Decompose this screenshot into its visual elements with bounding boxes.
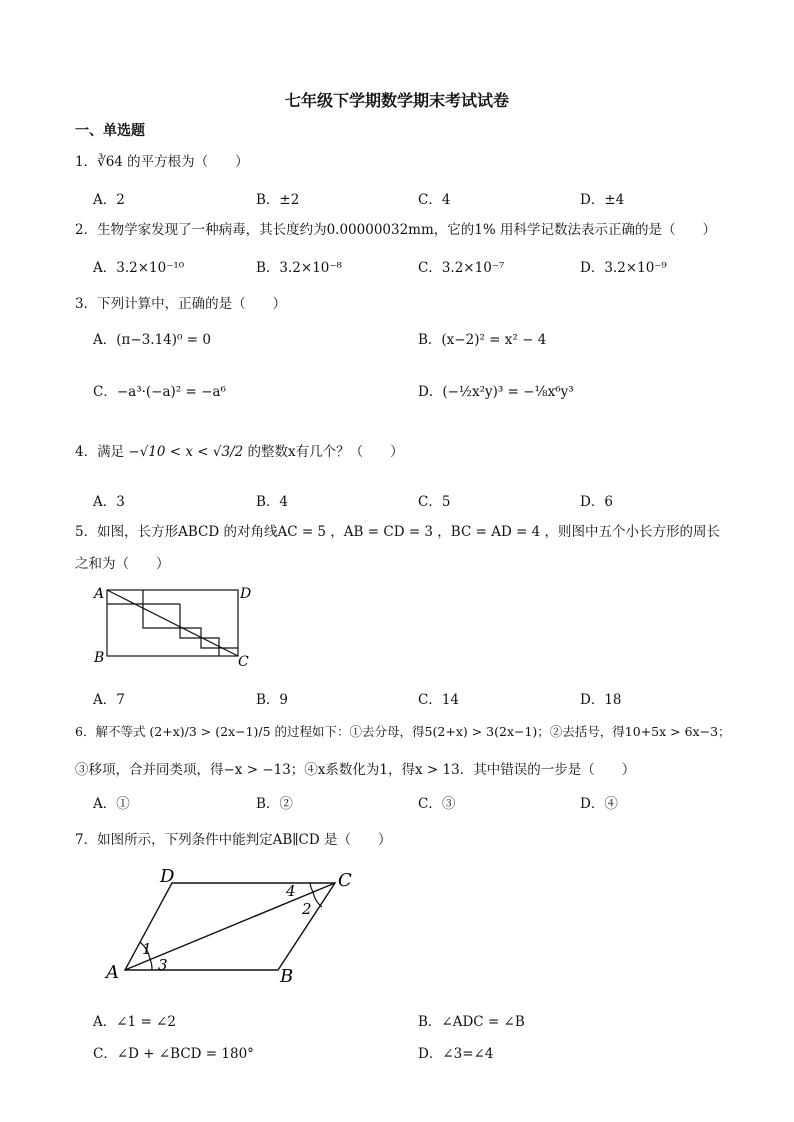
q6-option-d[interactable]: D．④	[580, 796, 618, 812]
question-5-line-2: 之和为（ ）	[75, 556, 170, 572]
q7-label-b: B	[280, 966, 294, 987]
q2-option-a[interactable]: A．3.2×10⁻¹⁰	[93, 260, 185, 276]
q7-label-d: D	[160, 866, 175, 887]
q4-option-c[interactable]: C．5	[418, 494, 451, 510]
question-1: 1．∛64 的平方根为（ ）	[75, 154, 249, 170]
q1-option-b[interactable]: B．±2	[256, 192, 300, 208]
section-heading: 一、单选题	[75, 123, 145, 139]
q5-option-c[interactable]: C．14	[418, 692, 460, 708]
q2-option-b[interactable]: B．3.2×10⁻⁸	[256, 260, 342, 276]
q7-option-d[interactable]: D．∠3=∠4	[418, 1046, 494, 1062]
q5-option-b[interactable]: B．9	[256, 692, 289, 708]
question-5-line-1: 5．如图，长方形ABCD 的对角线AC = 5 ，AB = CD = 3 ，BC = AD = 4 ，则图中五个小长方形的周长	[75, 524, 721, 540]
q7-angle-2: 2	[302, 900, 312, 918]
question-2: 2．生物学家发现了一种病毒，其长度约为0.00000032mm，它的1% 用科学记数法表示正确的是（ ）	[75, 222, 716, 238]
q6-option-c[interactable]: C．③	[418, 796, 456, 812]
q5-label-c: C	[238, 654, 249, 670]
question-7: 7．如图所示，下列条件中能判定AB∥CD 是（ ）	[75, 832, 392, 848]
q7-option-a[interactable]: A．∠1 = ∠2	[93, 1014, 176, 1030]
q3-option-b[interactable]: B．(x−2)² = x² − 4	[418, 332, 547, 348]
q4-option-b[interactable]: B．4	[256, 494, 289, 510]
q1-option-d[interactable]: D．±4	[580, 192, 625, 208]
question-3: 3．下列计算中，正确的是（ ）	[75, 296, 287, 312]
q4-option-a[interactable]: A．3	[93, 494, 125, 510]
q7-option-c[interactable]: C．∠D + ∠BCD = 180°	[93, 1046, 254, 1062]
q7-angle-4: 4	[286, 882, 296, 900]
q1-option-c[interactable]: C．4	[418, 192, 451, 208]
q5-option-a[interactable]: A．7	[93, 692, 125, 708]
q3-option-d[interactable]: D．(−½x²y)³ = −⅛x⁶y³	[418, 384, 574, 400]
page-title: 七年级下学期数学期末考试试卷	[284, 91, 509, 110]
q7-label-a: A	[106, 962, 119, 983]
q5-label-a: A	[94, 586, 105, 602]
q4-inequality: −√10 < x < √3/2	[128, 444, 244, 460]
q2-option-d[interactable]: D．3.2×10⁻⁹	[580, 260, 667, 276]
q7-angle-3: 3	[158, 956, 168, 974]
q5-option-d[interactable]: D．18	[580, 692, 622, 708]
question-6-line-1: 6．解不等式 (2+x)/3 > (2x−1)/5 的过程如下：①去分母，得5(2+x) > 3(2x−1)；②去括号，得10+5x > 6x−3；	[75, 724, 731, 739]
q7-label-c: C	[338, 870, 352, 891]
q7-parallelogram-figure	[100, 860, 370, 990]
q5-rectangle-figure	[88, 580, 268, 670]
question-4	[75, 440, 404, 460]
q6-option-a[interactable]: A．①	[93, 796, 130, 812]
q6-option-b[interactable]: B．②	[256, 796, 293, 812]
q4-option-d[interactable]: D．6	[580, 494, 613, 510]
q1-option-a[interactable]: A．2	[93, 192, 125, 208]
q3-option-a[interactable]: A．(π−3.14)⁰ = 0	[93, 332, 211, 348]
question-6-line-2: ③移项，合并同类项，得−x > −13；④x系数化为1，得x > 13．其中错误的一步是（ ）	[75, 762, 636, 778]
q2-option-c[interactable]: C．3.2×10⁻⁷	[418, 260, 505, 276]
q4-suffix: 的整数x有几个？（ ）	[247, 444, 404, 460]
q7-angle-1: 1	[142, 940, 152, 958]
q7-option-b[interactable]: B．∠ADC = ∠B	[418, 1014, 525, 1030]
q4-prefix: 4．满足	[75, 444, 125, 460]
q5-label-d: D	[240, 586, 252, 602]
q3-option-c[interactable]: C．−a³·(−a)² = −a⁶	[93, 384, 226, 400]
q5-label-b: B	[94, 650, 105, 666]
